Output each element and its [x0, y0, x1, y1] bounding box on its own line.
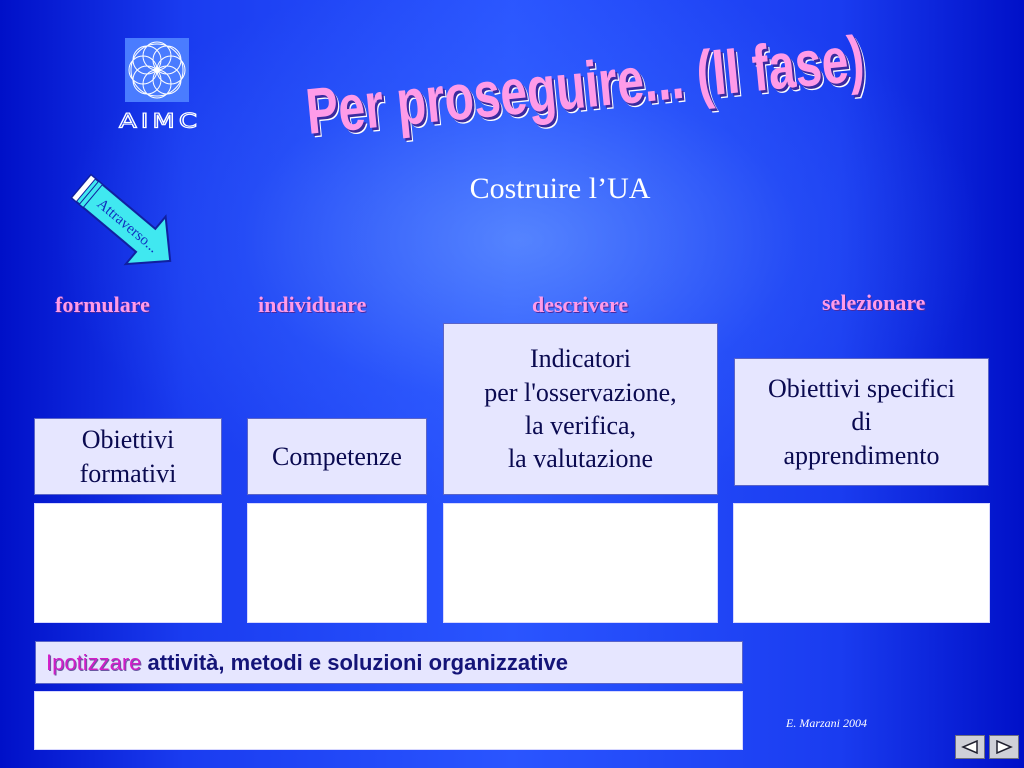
empty-box-descrivere [443, 503, 718, 623]
mandala-logo-icon [125, 38, 189, 102]
prev-slide-button[interactable] [955, 735, 985, 759]
box-line: per l'osservazione, [484, 377, 677, 407]
arrow-label: Attraverso... [93, 196, 162, 257]
triangle-right-icon [995, 740, 1013, 754]
box-indicatori [443, 323, 718, 495]
box-line: Indicatori [529, 344, 632, 374]
triangle-left-icon [961, 740, 979, 754]
next-slide-button[interactable] [989, 735, 1019, 759]
empty-box-individuare [247, 503, 427, 623]
box-line: la verifica, [524, 411, 637, 440]
empty-box-selezionare [733, 503, 990, 623]
header-selezionare: selezionare [822, 290, 926, 315]
bar-highlight: Ipotizzare [46, 649, 142, 675]
box-obiettivi-specifici [734, 358, 989, 486]
box-line: la valutazione [507, 444, 654, 474]
bar-text: attività, metodi e soluzioni organizzative [141, 649, 569, 675]
box-line: Obiettivi specifici [767, 374, 955, 404]
box-obiettivi-formativi [34, 418, 222, 495]
empty-box-formulare [34, 503, 222, 623]
box-line: di [851, 407, 872, 437]
box-line: Obiettivi [81, 425, 175, 455]
activities-bar [35, 641, 743, 684]
box-line: Competenze [272, 441, 402, 471]
box-competenze [247, 418, 427, 495]
header-individuare: individuare [258, 292, 367, 317]
header-descrivere: descrivere [532, 292, 629, 317]
header-formulare: formulare [55, 292, 150, 317]
empty-box-activities [34, 691, 743, 750]
box-line: formativi [79, 458, 177, 488]
logo-text: AIMC [118, 110, 202, 133]
slide-subtitle: Costruire l’UA [469, 172, 651, 205]
author-credit: E. Marzani 2004 [786, 716, 867, 730]
box-line: apprendimento [783, 440, 940, 470]
slide-title: Per proseguire... (II fase) [302, 23, 868, 149]
